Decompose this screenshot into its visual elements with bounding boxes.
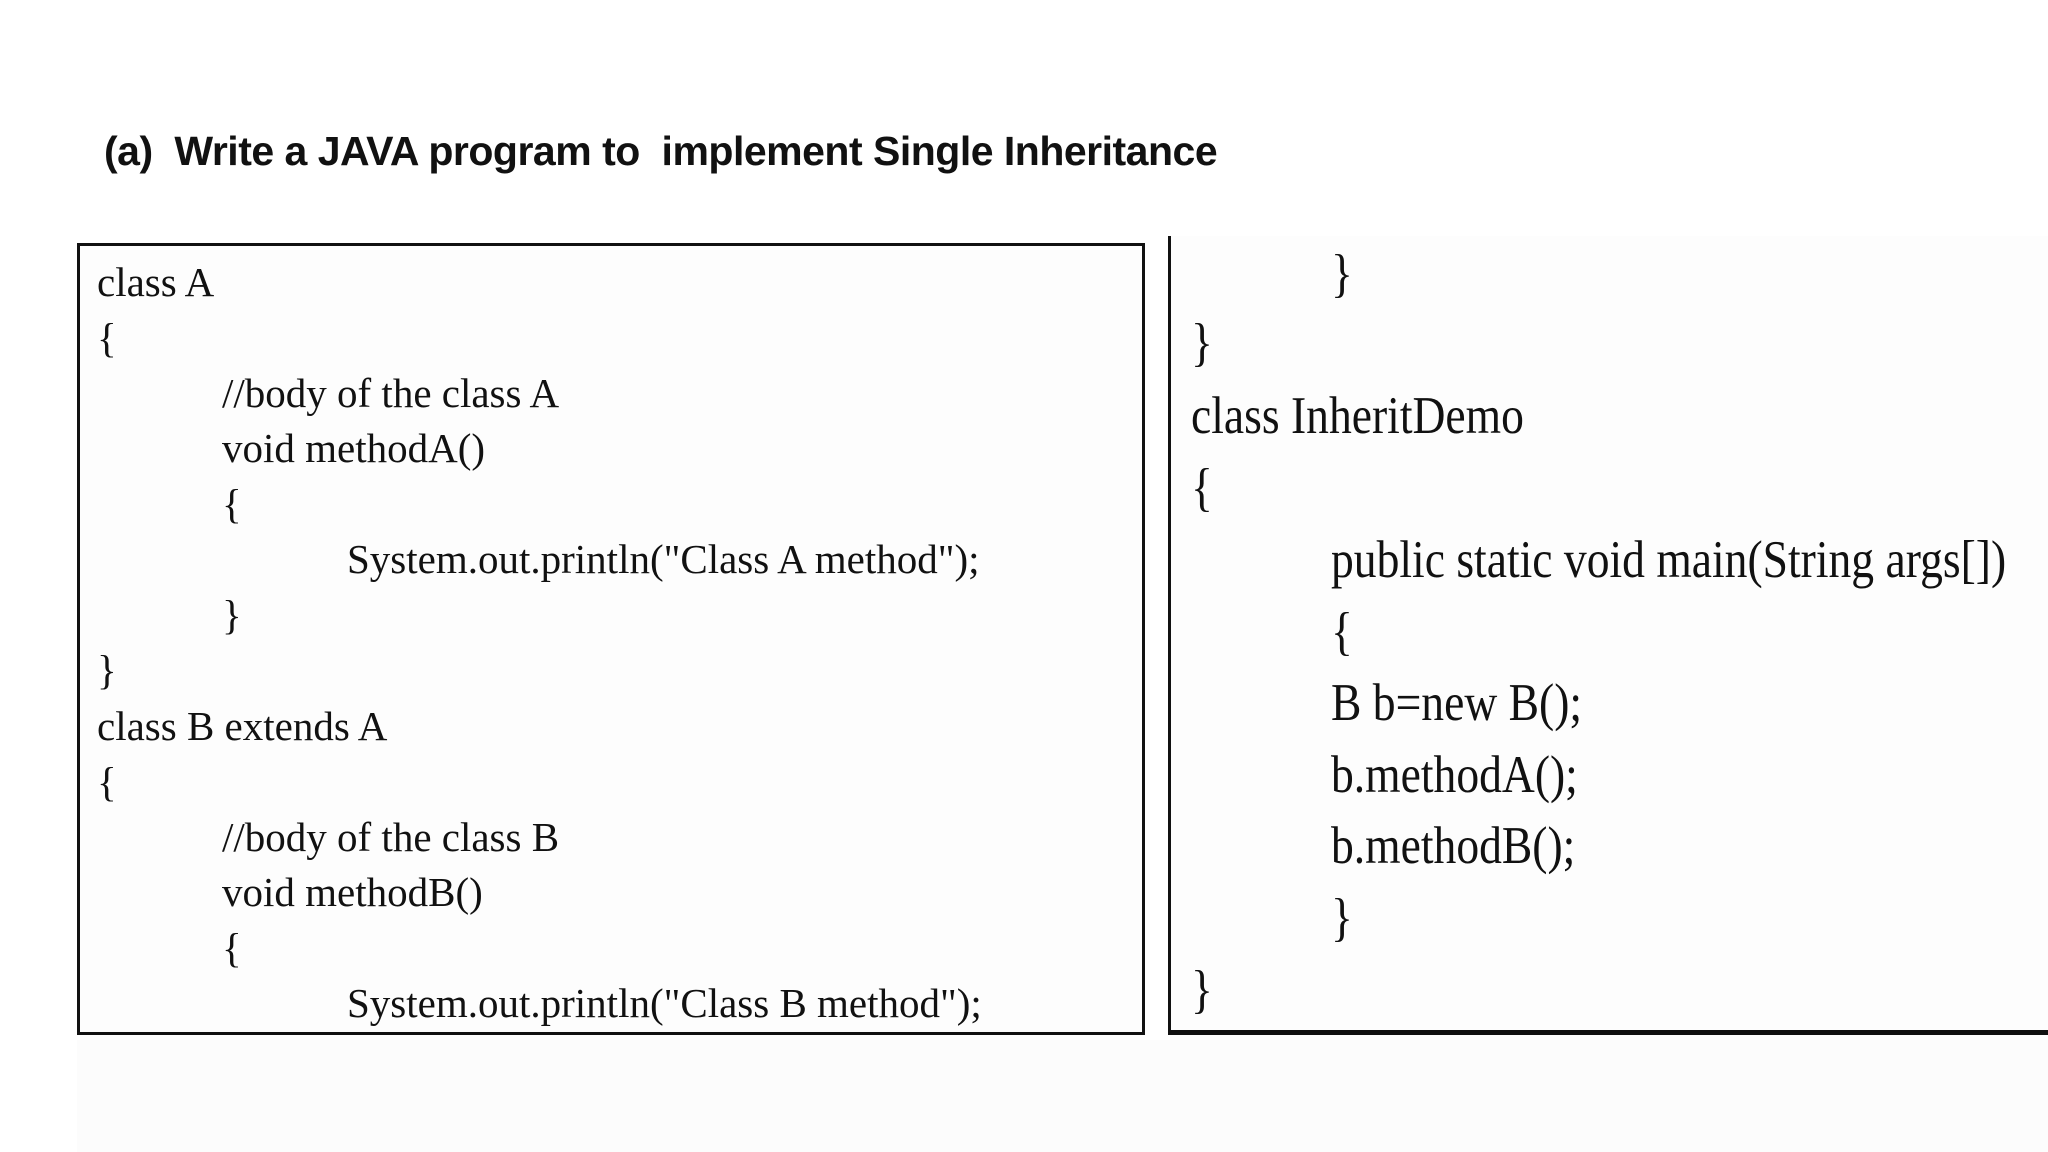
code-line: { bbox=[1331, 603, 1353, 661]
code-panel-left bbox=[77, 243, 1145, 1035]
code-line: System.out.println("Class A method"); bbox=[347, 536, 980, 582]
code-line: { bbox=[97, 759, 117, 805]
code-line: } bbox=[97, 647, 117, 693]
code-line: //body of the class A bbox=[222, 370, 560, 416]
code-line: } bbox=[1331, 889, 1353, 947]
code-panel-right bbox=[1168, 236, 2048, 1035]
code-line: b.methodB(); bbox=[1331, 817, 1576, 875]
code-line: //body of the class B bbox=[222, 814, 560, 860]
code-line: class A bbox=[97, 259, 215, 305]
code-line: class InheritDemo bbox=[1191, 387, 1524, 445]
code-line: { bbox=[222, 481, 242, 527]
code-line: void methodA() bbox=[222, 425, 486, 471]
code-line: } bbox=[222, 592, 242, 638]
code-line: B b=new B(); bbox=[1331, 674, 1583, 732]
code-line: { bbox=[1191, 459, 1213, 517]
code-line: System.out.println("Class B method"); bbox=[347, 980, 982, 1026]
slide-heading: (a) Write a JAVA program to implement Single Inheritance bbox=[104, 128, 1218, 174]
code-line: b.methodA(); bbox=[1331, 746, 1578, 804]
code-line: public static void main(String args[]) bbox=[1331, 531, 2007, 589]
code-line: { bbox=[97, 315, 117, 361]
code-line: } bbox=[1331, 245, 1353, 303]
code-line: { bbox=[222, 925, 242, 971]
code-line: class B extends A bbox=[97, 703, 388, 749]
code-line: } bbox=[1191, 314, 1213, 372]
slide-footer-area bbox=[77, 1040, 2048, 1152]
code-line: void methodB() bbox=[222, 869, 483, 915]
code-line: } bbox=[1191, 961, 1213, 1019]
